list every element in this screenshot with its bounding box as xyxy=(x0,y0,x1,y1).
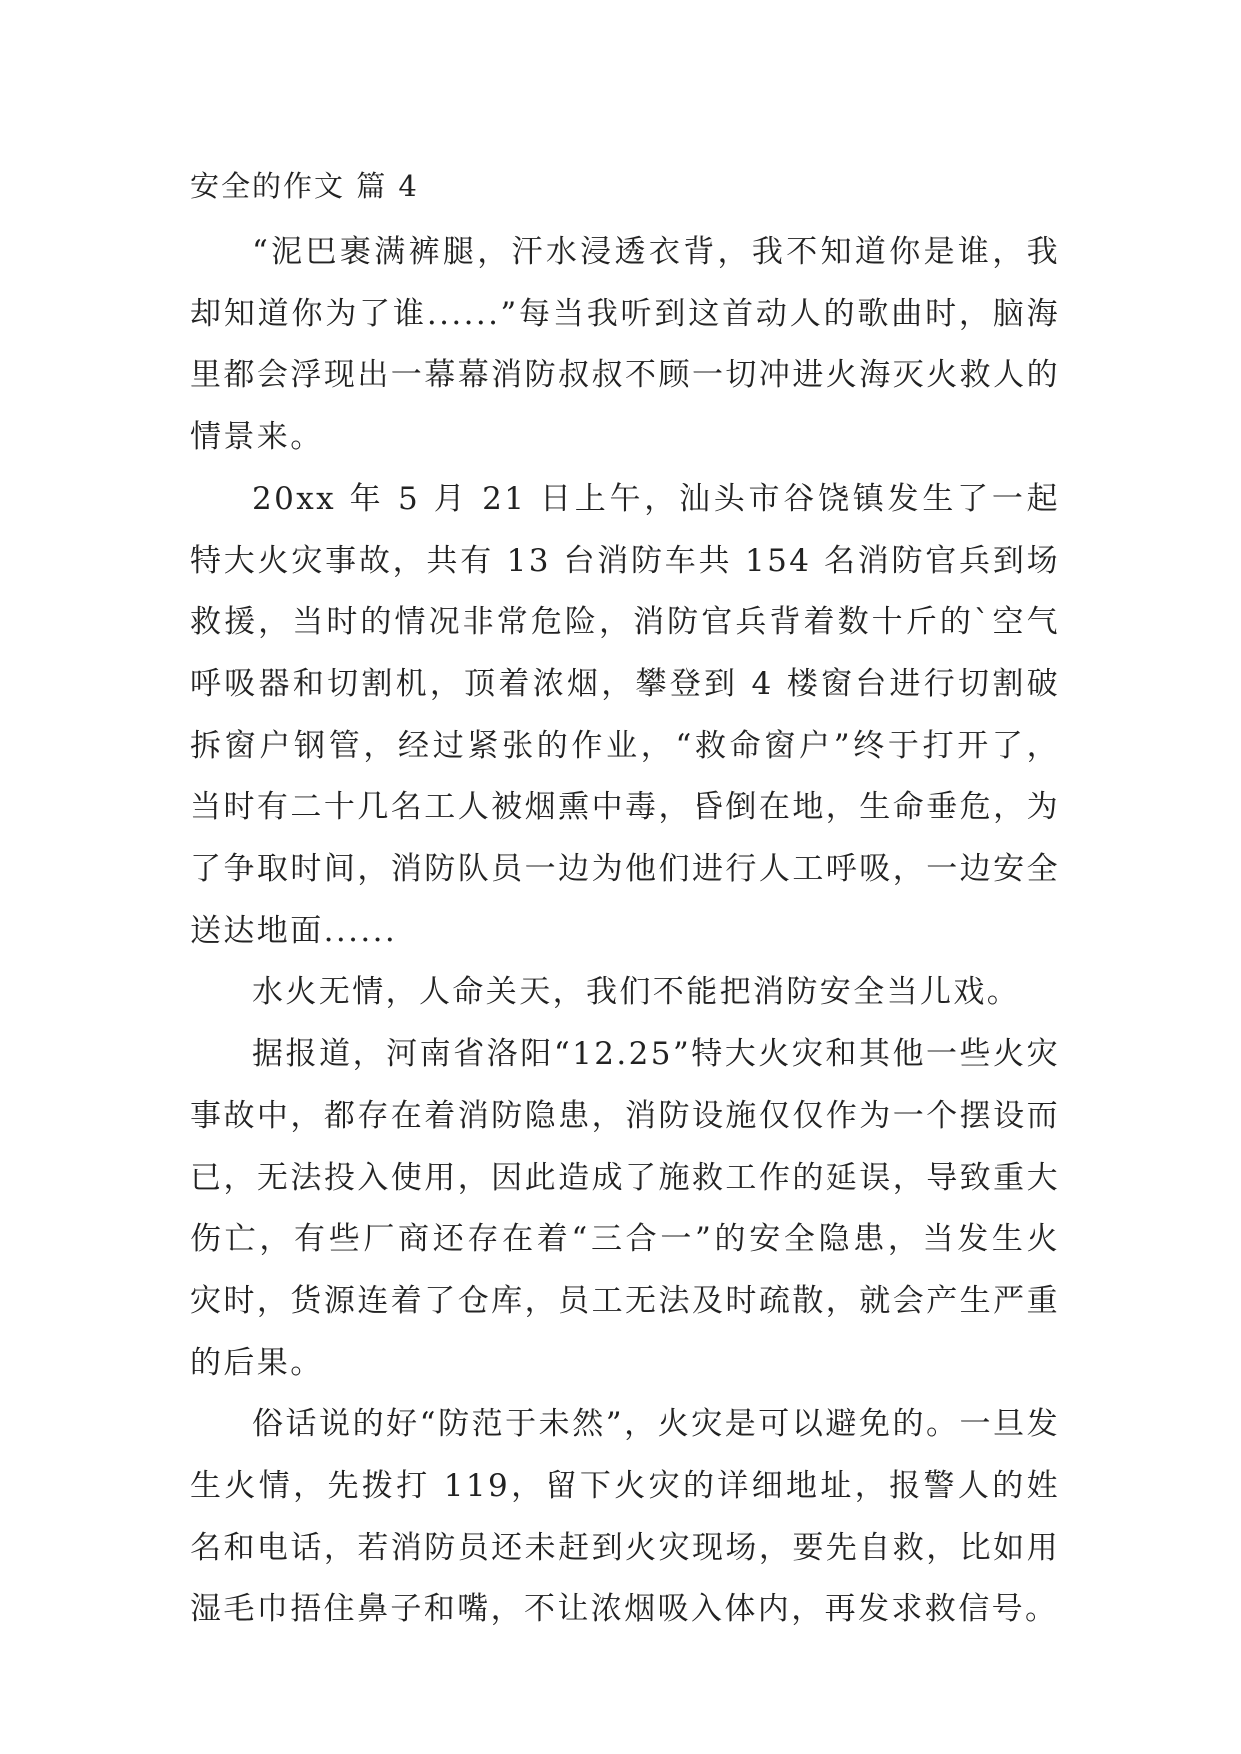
paragraph-3: 水火无情，人命关天，我们不能把消防安全当儿戏。 xyxy=(252,974,1021,1011)
paragraph-1: “泥巴裹满裤腿，汗水浸透衣背，我不知道你是谁，我却知道你为了谁......”每当我听到这首动人的歌曲时，脑海里都会浮现出一幕幕消防叔叔不顾一切冲进火海灭火救人的情景来。 xyxy=(190,234,1060,456)
document-body xyxy=(190,222,1060,1641)
paragraph-4: 据报道，河南省洛阳“12.25”特大火灾和其他一些火灾事故中，都存在着消防隐患，消防设施仅仅作为一个摆设而已，无法投入使用，因此造成了施救工作的延误，导致重大伤亡，有些厂商还存在着“三合一”的安全隐患，当发生火灾时，货源连着了仓库，员工无法及时疏散，就会产生严重的后果。 xyxy=(190,1036,1060,1381)
paragraph-5: 俗话说的好“防范于未然”，火灾是可以避免的。一旦发生火情，先拨打 119，留下火灾的详细地址，报警人的姓名和电话，若消防员还未赶到火灾现场，要先自救，比如用湿毛巾捂住鼻子和嘴，不让浓烟吸入体内，再发求救信号。 xyxy=(190,1406,1060,1628)
document-title: 安全的作文 篇 4 xyxy=(190,169,419,203)
paragraph-2: 20xx 年 5 月 21 日上午，汕头市谷饶镇发生了一起特大火灾事故，共有 13 台消防车共 154 名消防官兵到场救援，当时的情况非常危险，消防官兵背着数十斤的`空气呼吸器和切割机，顶着浓烟，攀登到 4 楼窗台进行切割破拆窗户钢管，经过紧张的作业，“救命窗户”终于打开了，当时有二十几名工人被烟熏中毒，昏倒在地，生命垂危，为了争取时间，消防队员一边为他们进行人工呼吸，一边安全送达地面...... xyxy=(190,480,1060,949)
